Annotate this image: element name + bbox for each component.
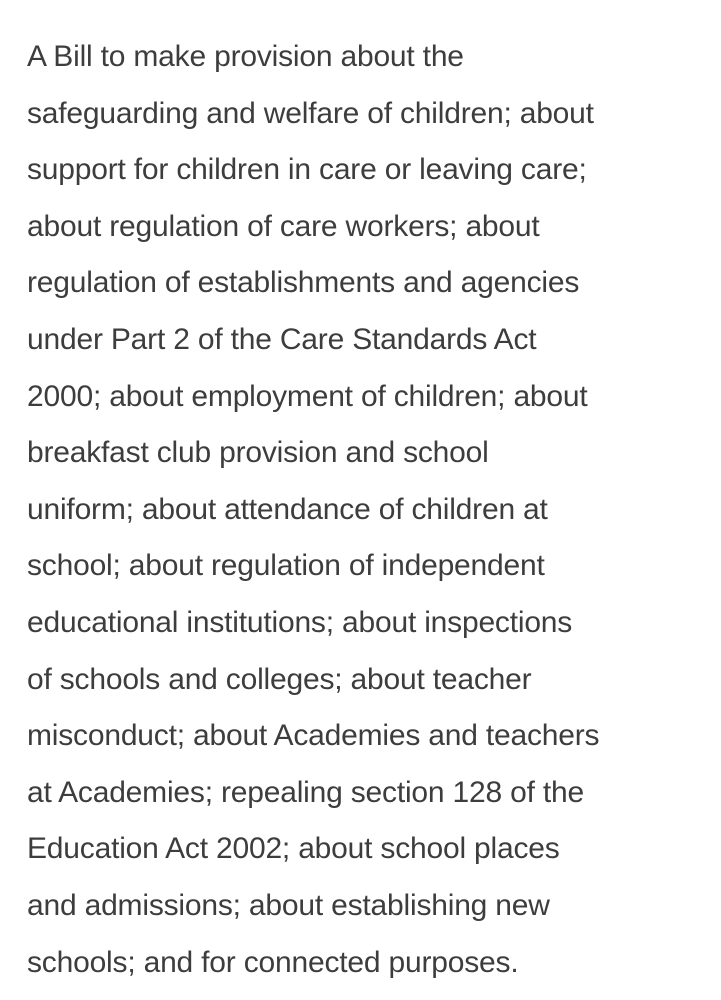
bill-long-title (27, 29, 717, 991)
text-line: support for children in care or leaving care; (27, 153, 587, 187)
text-line: under Part 2 of the Care Standards Act (27, 322, 537, 356)
text-line: educational institutions; about inspections (27, 605, 573, 639)
text-line: breakfast club provision and school (27, 436, 489, 470)
text-line: schools; and for connected purposes. (27, 945, 519, 979)
text-line: 2000; about employment of children; about (27, 379, 588, 413)
text-line: misconduct; about Academies and teachers (27, 719, 600, 753)
text-line: and admissions; about establishing new (27, 888, 550, 922)
text-line: about regulation of care workers; about (27, 209, 540, 243)
text-line: uniform; about attendance of children at (27, 492, 548, 526)
text-line: safeguarding and welfare of children; about (27, 96, 594, 130)
text-line: of schools and colleges; about teacher (27, 662, 532, 696)
text-line: Education Act 2002; about school places (27, 832, 560, 866)
text-line: school; about regulation of independent (27, 549, 545, 583)
text-line: at Academies; repealing section 128 of the (27, 775, 584, 809)
text-line: A Bill to make provision about the (27, 40, 464, 73)
text-line: regulation of establishments and agencies (27, 266, 580, 300)
